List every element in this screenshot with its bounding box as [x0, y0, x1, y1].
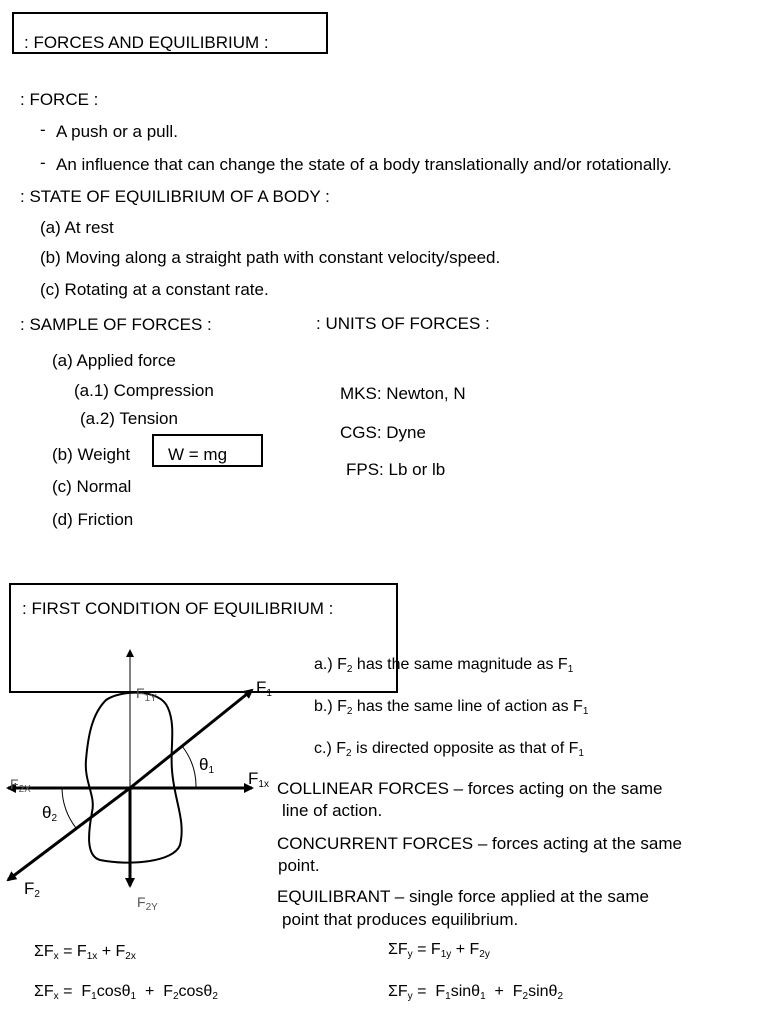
statement-a: a.) $F_2$ has the same magnitude as $F_1$	[314, 656, 574, 675]
sum-fx-equation: $\Sigma F_x = F_{1x} + F_{2x}$	[34, 943, 136, 962]
f1-label: $F_1$	[256, 678, 272, 699]
bullet-dash: -	[40, 153, 46, 172]
statement-c: c.) $F_2$ is directed opposite as that of $F_1$	[314, 740, 584, 759]
equilibrant-line-2: point that produces equilibrium.	[282, 910, 519, 929]
state-item-c: (c) Rotating at a constant rate.	[40, 280, 269, 299]
first-condition-heading: : FIRST CONDITION OF EQUILIBRIUM :	[22, 599, 334, 618]
sum-fy-sin-equation: $\Sigma F_y = F_1\sin\theta_1 + F_2\sin\theta_2$	[388, 983, 564, 1002]
theta1-arc	[182, 746, 196, 788]
sample-weight: (b) Weight	[52, 445, 131, 464]
state-heading: : STATE OF EQUILIBRIUM OF A BODY :	[20, 187, 330, 206]
weight-formula: W = mg	[168, 445, 228, 464]
theta2-label: $\theta_2$	[42, 803, 58, 824]
concurrent-line-2: point.	[278, 856, 320, 875]
unit-cgs: CGS: Dyne	[340, 423, 426, 442]
samples-heading: : SAMPLE OF FORCES :	[20, 315, 212, 334]
unit-mks: MKS: Newton, N	[340, 384, 466, 403]
equilibrant-line-1: EQUILIBRANT – single force applied at the same	[277, 887, 649, 906]
f2x-label: $F_{2X}$	[10, 776, 31, 795]
sample-compression: (a.1) Compression	[74, 381, 214, 400]
collinear-line-1: COLLINEAR FORCES – forces acting on the same	[277, 779, 663, 798]
sum-fx-cos-equation: $\Sigma F_x = F_1\cos\theta_1 + F_2\cos\theta_2$	[34, 983, 218, 1002]
body-outline	[86, 693, 182, 863]
f1y-label: $F_{1Y}$	[136, 685, 157, 704]
sample-friction: (d) Friction	[52, 510, 134, 529]
force-bullet-2: An influence that can change the state of a body translationally and/or rotationally.	[56, 155, 672, 174]
sample-tension: (a.2) Tension	[80, 409, 178, 428]
concurrent-line-1: CONCURRENT FORCES – forces acting at the same	[277, 834, 682, 853]
unit-fps: FPS: Lb or lb	[346, 460, 446, 479]
sum-fy-equation: $\Sigma F_y = F_{1y} + F_{2y}$	[388, 941, 490, 960]
theta1-label: $\theta_1$	[199, 755, 215, 776]
f2y-label: $F_{2Y}$	[137, 894, 158, 913]
f1-vector	[130, 690, 252, 788]
sample-normal: (c) Normal	[52, 477, 132, 496]
collinear-line-2: line of action.	[282, 801, 383, 820]
theta2-arc	[62, 788, 76, 828]
f1x-label: $F_{1x}$	[248, 769, 269, 790]
state-item-b: (b) Moving along a straight path with constant velocity/speed.	[40, 248, 501, 267]
f2-label: $F_2$	[24, 879, 40, 900]
force-heading: : FORCE :	[20, 90, 99, 109]
state-item-a: (a) At rest	[40, 218, 114, 237]
statement-b: b.) $F_2$ has the same line of action as $F_1$	[314, 698, 589, 717]
force-bullet-1: A push or a pull.	[56, 122, 178, 141]
units-heading: : UNITS OF FORCES :	[316, 314, 490, 333]
bullet-dash: -	[40, 120, 46, 139]
f2-vector	[8, 788, 130, 880]
sample-applied: (a) Applied force	[52, 351, 176, 370]
page-title: : FORCES AND EQUILIBRIUM :	[24, 33, 269, 52]
